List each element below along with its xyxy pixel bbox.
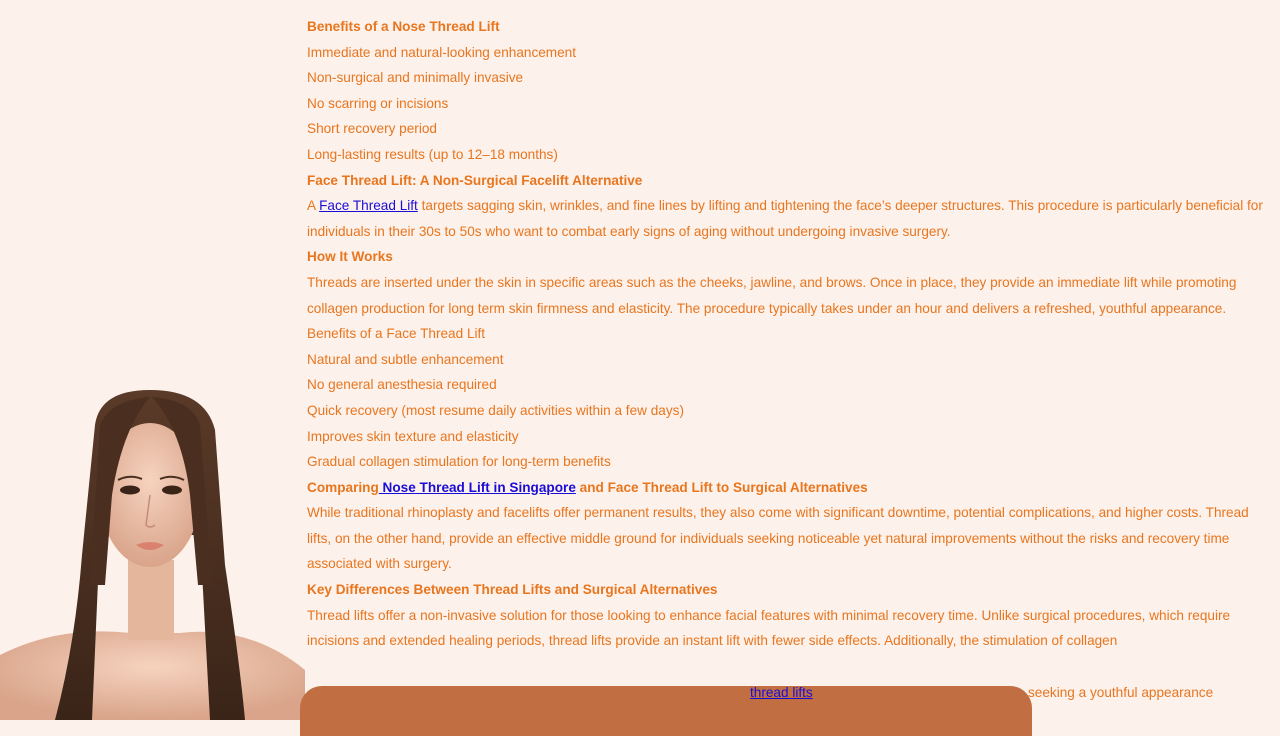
list-item: No scarring or incisions bbox=[307, 95, 449, 111]
list-item: Non-surgical and minimally invasive bbox=[307, 70, 524, 86]
list-item: No general anesthesia required bbox=[307, 377, 497, 393]
thread-lifts-link[interactable]: thread lifts bbox=[750, 685, 813, 700]
paragraph-text: targets sagging skin, wrinkles, and fine lines by lifting and tightening the face’s deeper structures. This procedure is particularly beneficial for individuals in their 30s to 50s who want to combat early signs of aging without undergoing invasive surgery. bbox=[307, 198, 1263, 239]
face-thread-lift-heading: Face Thread Lift: A Non-Surgical Facelift Alternative bbox=[307, 172, 643, 188]
article-content bbox=[307, 14, 1267, 654]
woman-portrait-image bbox=[0, 385, 305, 720]
paragraph-text: A bbox=[307, 198, 320, 214]
comparing-paragraph: While traditional rhinoplasty and facelifts offer permanent results, they also come with significant downtime, potential complications, and higher costs. Thread lifts, on the other hand, provide an effective middle ground for individuals seeking noticeable yet natural improvements without the risks and recovery time associated with surgery. bbox=[307, 505, 1249, 572]
face-thread-lift-paragraph bbox=[307, 193, 1267, 244]
heading-text: and Face Thread Lift to Surgical Alternatives bbox=[575, 479, 868, 495]
list-item: Quick recovery (most resume daily activities within a few days) bbox=[307, 402, 684, 418]
list-item: Short recovery period bbox=[307, 121, 437, 137]
list-item: Gradual collagen stimulation for long-term benefits bbox=[307, 454, 611, 470]
heading-text: Comparing bbox=[307, 479, 379, 495]
comparing-heading bbox=[307, 475, 1267, 501]
how-it-works-heading: How It Works bbox=[307, 249, 393, 265]
list-item: Improves skin texture and elasticity bbox=[307, 428, 519, 444]
nose-thread-lift-singapore-link[interactable]: Nose Thread Lift in Singapore bbox=[378, 479, 576, 495]
list-item: Benefits of a Face Thread Lift bbox=[307, 326, 486, 342]
list-item: Long-lasting results (up to 12–18 months) bbox=[307, 146, 558, 162]
key-differences-heading: Key Differences Between Thread Lifts and Surgical Alternatives bbox=[307, 582, 718, 598]
key-differences-paragraph: Thread lifts offer a non-invasive solution for those looking to enhance facial features with minimal recovery time. Unlike surgical procedures, which require incisions and extended healing periods, thread lifts provide an instant lift with fewer side effects. Additionally, the stimulation of collagen bbox=[307, 607, 1231, 649]
bottom-overlay-bar bbox=[300, 686, 1032, 736]
paragraph-tail-text: seeking a youthful appearance bbox=[1028, 685, 1214, 700]
face-thread-lift-link[interactable]: Face Thread Lift bbox=[319, 198, 418, 214]
nose-benefits-heading: Benefits of a Nose Thread Lift bbox=[307, 19, 500, 34]
how-it-works-paragraph: Threads are inserted under the skin in specific areas such as the cheeks, jawline, and brows. Once in place, they provide an immediate lift while promoting collagen production for long term skin firmness and elasticity. The procedure typically takes under an hour and delivers a refreshed, youthful appearance. bbox=[307, 274, 1237, 316]
list-item: Natural and subtle enhancement bbox=[307, 351, 504, 367]
list-item: Immediate and natural-looking enhancement bbox=[307, 44, 577, 60]
